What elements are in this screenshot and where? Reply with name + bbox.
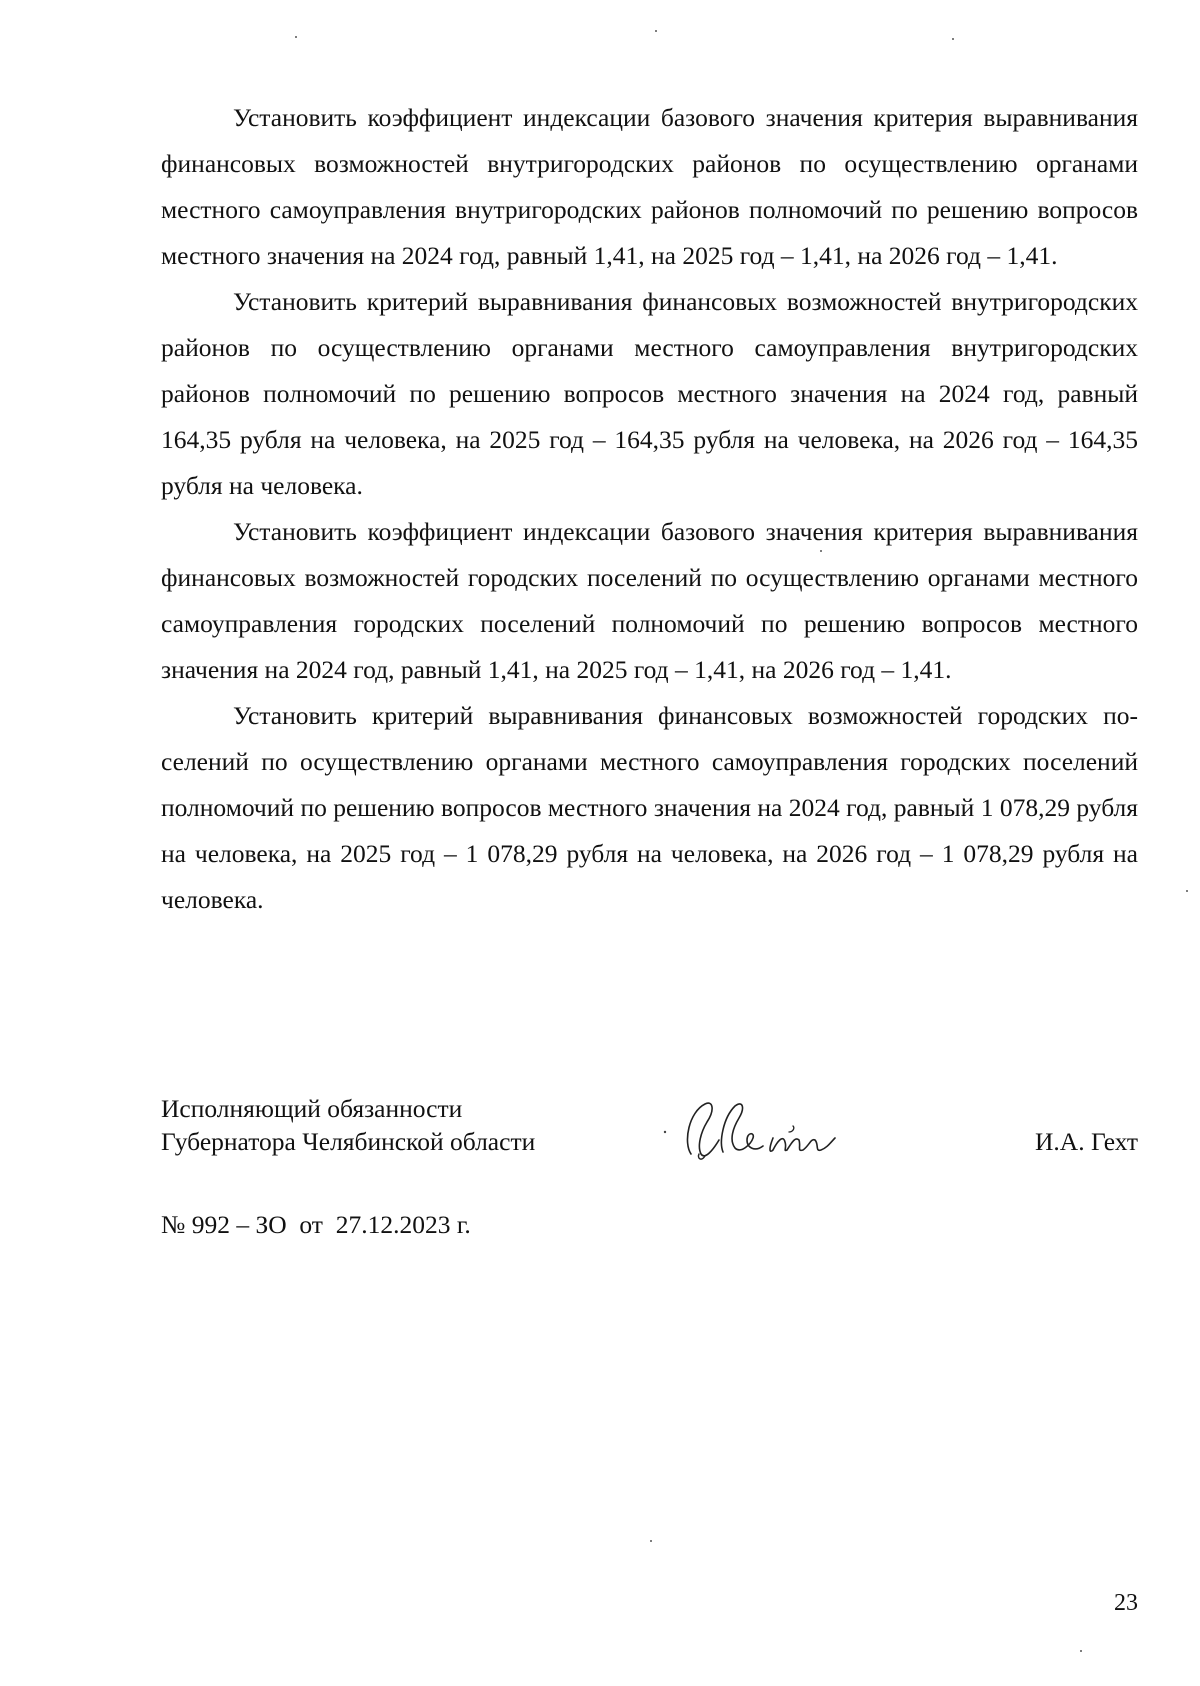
signatory-title [161, 1092, 535, 1158]
document-number: № 992 – ЗО от 27.12.2023 г. [161, 1210, 471, 1239]
document-body [161, 95, 1138, 923]
page-number: 23 [1114, 1590, 1138, 1616]
handwritten-signature [661, 1092, 876, 1172]
signatory-name: И.А. Гехт [1035, 1127, 1138, 1156]
scan-speck [655, 30, 657, 32]
paragraph-1: Установить коэффициент индексации базового значения критерия выравнивания финансовых возможностей внутригородских районов по осуществлению органами местного самоуправления внутригородских районов полномочий по решению вопросов местного значения на 2024 год, равный 1,41, на 2025 год – 1,41, на 2026 год – 1,41. [161, 103, 1138, 270]
scan-speck [295, 36, 297, 38]
scan-speck [1080, 1650, 1082, 1652]
signature-block [161, 1092, 1138, 1182]
signatory-title-line-1: Исполняющий обязанности [161, 1094, 463, 1123]
scan-speck [952, 38, 954, 40]
paragraph-4: Установить критерий выравнивания финансовых возможностей городских поселений по осуществлению органами местного самоуправления городских поселений полномочий по решению вопросов местного значения на 2024 год, равный 1 078,29 рубля на человека, на 2025 год – 1 078,29 рубля на человека, на 2026 год – 1 078,29 рубля на человека. [161, 701, 1138, 914]
scan-speck [650, 1540, 652, 1542]
signatory-title-line-2: Губернатора Челябинской области [161, 1127, 536, 1156]
paragraph-3: Установить коэффициент индексации базового значения критерия выравнивания финансовых возможностей городских поселений по осуществлению органами местного самоуправления городских поселений полномочий по решению вопросов местного значения на 2024 год, равный 1,41, на 2025 год – 1,41, на 2026 год – 1,41. [161, 517, 1138, 684]
paragraph-2: Установить критерий выравнивания финансовых возможностей внутригородских районов по осуществлению органами местного самоуправления внутригородских районов полномочий по решению вопросов местного значения на 2024 год, равный 164,35 рубля на человека, на 2025 год – 164,35 рубля на человека, на 2026 год – 164,35 рубля на человека. [161, 287, 1138, 500]
scan-speck [820, 550, 822, 552]
scan-speck [1186, 890, 1188, 892]
